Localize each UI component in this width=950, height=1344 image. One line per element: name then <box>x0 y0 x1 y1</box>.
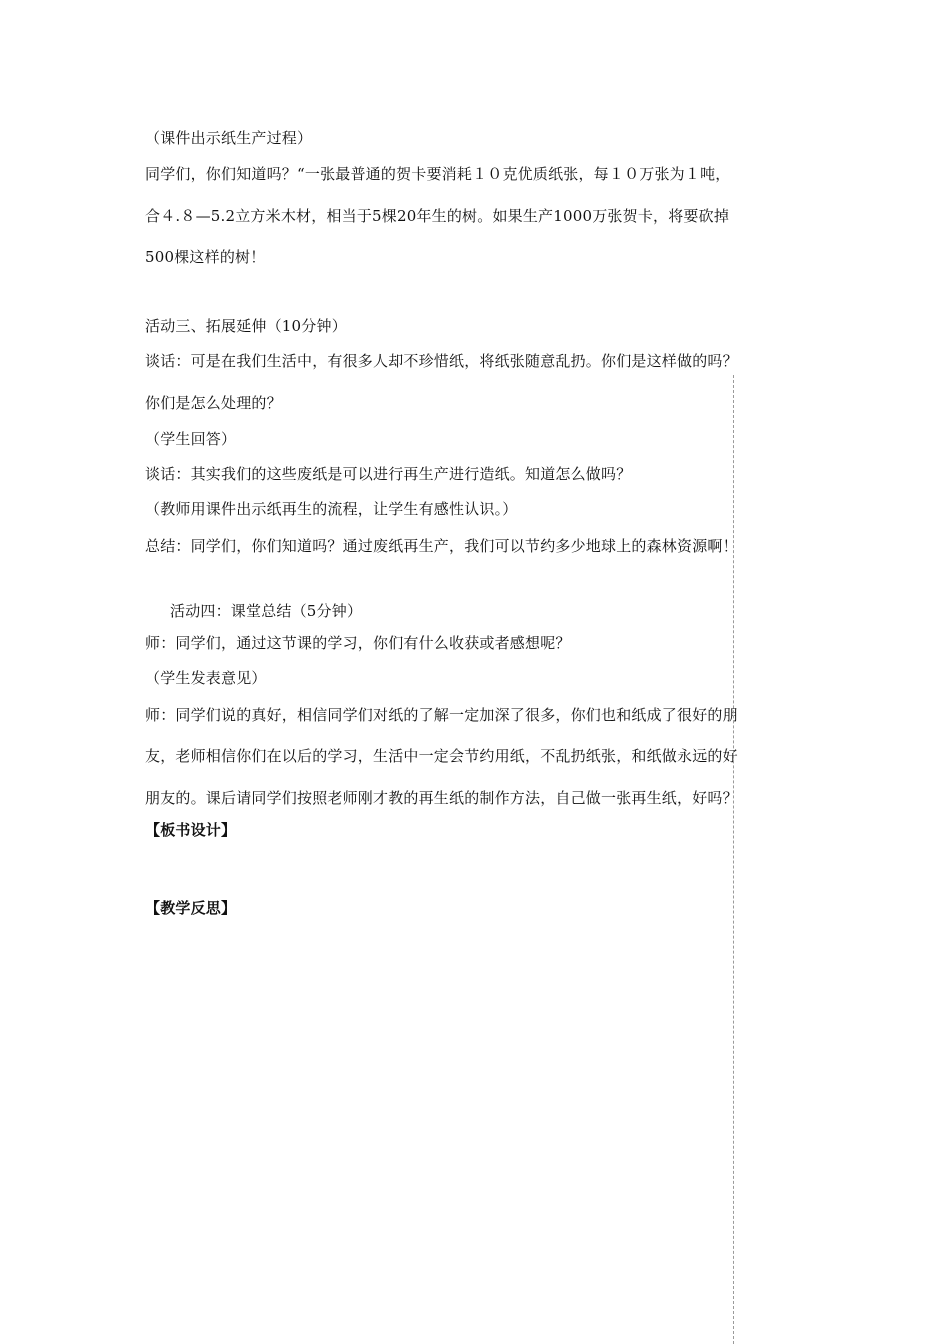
text-line-paragraph: 师：同学们，通过这节课的学习，你们有什么收获或者感想呢？ <box>145 634 571 652</box>
text-line-student-answer: （学生回答） <box>145 430 237 448</box>
text-line-summary: 总结：同学们，你们知道吗？通过废纸再生产，我们可以节约多少地球上的森林资源啊！ <box>145 537 738 555</box>
section-heading-board-design: 【板书设计】 <box>145 821 237 839</box>
margin-dashed-rule <box>733 375 734 1344</box>
text-line-paragraph: 你们是怎么处理的？ <box>145 394 282 412</box>
text-line-student-opinion: （学生发表意见） <box>145 669 267 687</box>
text-line-paragraph: 谈话：可是在我们生活中，有很多人却不珍惜纸，将纸张随意乱扔。你们是这样做的吗？ <box>145 352 738 370</box>
text-line-teacher-note: （教师用课件出示纸再生的流程，让学生有感性认识。） <box>145 500 518 518</box>
text-line-paragraph: 友，老师相信你们在以后的学习，生活中一定会节约用纸，不乱扔纸张，和纸做永远的好 <box>145 747 738 765</box>
section-heading-activity-four: 活动四：课堂总结（5分钟） <box>170 602 363 620</box>
text-line-paragraph: 师：同学们说的真好，相信同学们对纸的了解一定加深了很多，你们也和纸成了很好的朋 <box>145 706 738 724</box>
text-line-paragraph: 谈话：其实我们的这些废纸是可以进行再生产进行造纸。知道怎么做吗？ <box>145 465 632 483</box>
text-line-paragraph: 朋友的。课后请同学们按照老师刚才教的再生纸的制作方法，自己做一张再生纸，好吗？ <box>145 789 738 807</box>
section-heading-teaching-reflection: 【教学反思】 <box>145 899 237 917</box>
text-line-paragraph: 合４.８—5.2立方米木材，相当于5棵20年生的树。如果生产1000万张贺卡，将要砍掉 <box>145 207 730 225</box>
text-line-courseware-note: （课件出示纸生产过程） <box>145 129 313 147</box>
text-line-paragraph: 同学们，你们知道吗？“一张最普通的贺卡要消耗１０克优质纸张，每１０万张为１吨， <box>145 165 731 183</box>
text-line-paragraph: 500棵这样的树！ <box>145 248 266 266</box>
section-heading-activity-three: 活动三、拓展延伸（10分钟） <box>145 317 347 335</box>
